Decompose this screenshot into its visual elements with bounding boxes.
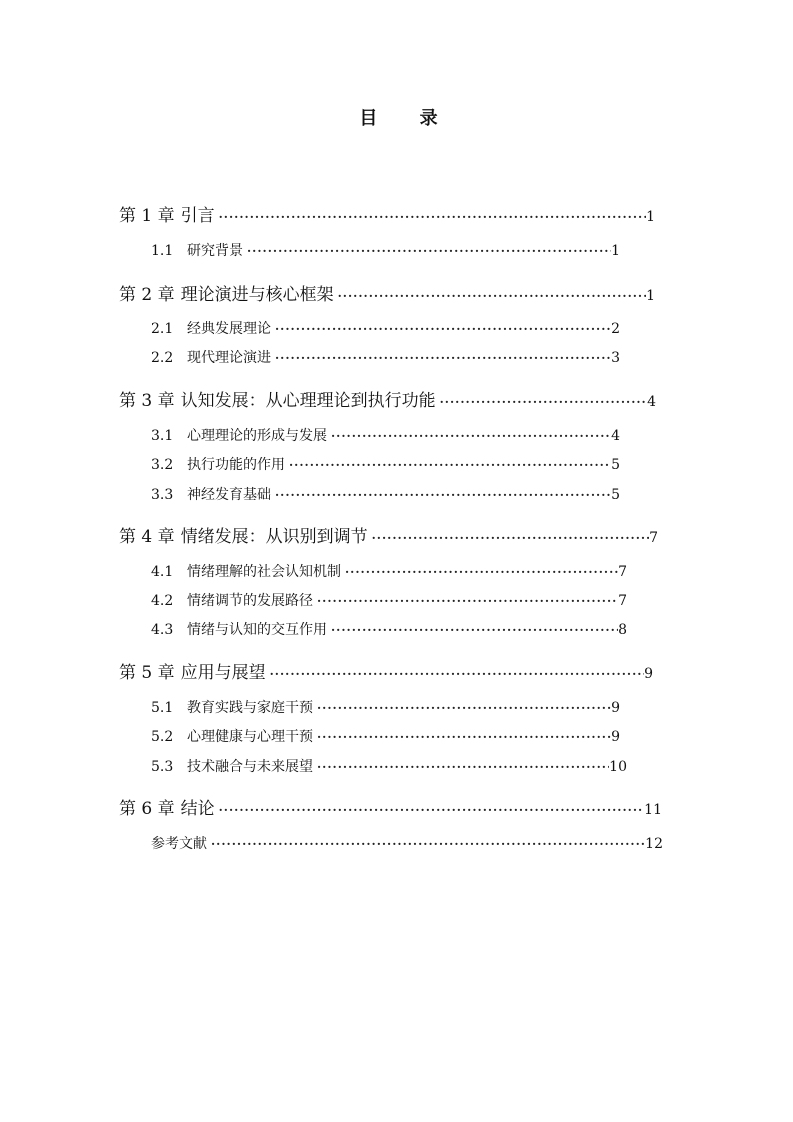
toc-entry-page-number: 1 bbox=[611, 243, 620, 259]
toc-entry-number: 3.3 bbox=[151, 487, 174, 503]
dot-leader bbox=[345, 566, 618, 578]
toc-section-entry[interactable] bbox=[151, 726, 620, 746]
toc-entry-number: 2.2 bbox=[151, 350, 174, 366]
dot-leader bbox=[219, 804, 645, 816]
toc-entry-label: 情绪理解的社会认知机制 bbox=[187, 564, 341, 580]
toc-entry-number: 第 2 章 bbox=[119, 285, 175, 305]
toc-entry-page-number: 7 bbox=[649, 530, 658, 546]
toc-entry-label: 现代理论演进 bbox=[187, 350, 271, 366]
toc-entry-page-number: 7 bbox=[618, 564, 627, 580]
toc-entry-page-number: 2 bbox=[611, 321, 620, 337]
toc-entry-page-number: 7 bbox=[618, 593, 627, 609]
dot-leader bbox=[219, 211, 646, 223]
toc-section-entry[interactable] bbox=[151, 454, 620, 474]
toc-entry-page-number: 1 bbox=[646, 288, 655, 304]
toc-entry-page-number: 9 bbox=[611, 729, 620, 745]
toc-section-entry[interactable] bbox=[151, 619, 627, 639]
toc-title: 目 录 bbox=[359, 108, 456, 129]
toc-entry-number: 5.1 bbox=[151, 700, 174, 716]
toc-entry-number: 第 6 章 bbox=[119, 799, 175, 819]
toc-entry-number: 第 1 章 bbox=[119, 206, 175, 226]
toc-entry-label: 理论演进与核心框架 bbox=[180, 285, 334, 305]
dot-leader bbox=[338, 290, 646, 302]
toc-section-entry[interactable] bbox=[151, 561, 627, 581]
toc-entry-page-number: 4 bbox=[611, 428, 620, 444]
toc-section-entry[interactable] bbox=[151, 318, 620, 338]
dot-leader bbox=[289, 459, 611, 471]
toc-entry-label: 经典发展理论 bbox=[187, 321, 271, 337]
toc-entry-number: 4.2 bbox=[151, 593, 174, 609]
toc-entry-page-number: 9 bbox=[611, 700, 620, 716]
toc-entry-number: 3.1 bbox=[151, 428, 174, 444]
toc-entry-label: 心理理论的形成与发展 bbox=[187, 428, 327, 444]
toc-entry-page-number: 4 bbox=[647, 394, 656, 410]
toc-entry-page-number: 3 bbox=[611, 350, 620, 366]
toc-entry-number: 5.3 bbox=[151, 759, 174, 775]
toc-entry-page-number: 1 bbox=[646, 209, 655, 225]
toc-entry-page-number: 5 bbox=[611, 487, 620, 503]
dot-leader bbox=[317, 702, 611, 714]
toc-entry-label: 情绪与认知的交互作用 bbox=[187, 622, 327, 638]
toc-section-entry[interactable] bbox=[151, 425, 620, 445]
dot-leader bbox=[317, 595, 618, 607]
toc-entry-number: 1.1 bbox=[151, 243, 174, 259]
toc-entry-number: 4.3 bbox=[151, 622, 174, 638]
dot-leader bbox=[275, 323, 611, 335]
toc-entry-number: 第 3 章 bbox=[119, 391, 175, 411]
dot-leader bbox=[372, 532, 649, 544]
toc-entry-label: 教育实践与家庭干预 bbox=[187, 700, 313, 716]
toc-entry-label: 研究背景 bbox=[187, 243, 243, 259]
toc-entry-label: 结论 bbox=[180, 799, 215, 819]
dot-leader bbox=[331, 624, 618, 636]
toc-entry-number: 3.2 bbox=[151, 457, 174, 473]
toc-references-entry[interactable] bbox=[151, 833, 663, 853]
toc-entry-label: 执行功能的作用 bbox=[187, 457, 285, 473]
toc-section-entry[interactable] bbox=[151, 484, 620, 504]
dot-leader bbox=[317, 731, 611, 743]
toc-entry-number: 第 4 章 bbox=[119, 527, 175, 547]
toc-entry-label: 认知发展：从心理理论到执行功能 bbox=[180, 391, 436, 411]
toc-entry-label: 心理健康与心理干预 bbox=[187, 729, 313, 745]
toc-entry-label: 情绪发展：从识别到调节 bbox=[180, 527, 368, 547]
dot-leader bbox=[211, 838, 645, 850]
dot-leader bbox=[440, 396, 647, 408]
toc-entry-label: 情绪调节的发展路径 bbox=[187, 593, 313, 609]
toc-entry-number: 第 5 章 bbox=[119, 663, 175, 683]
toc-chapter-entry[interactable] bbox=[119, 386, 656, 411]
toc-entry-label: 神经发育基础 bbox=[187, 487, 271, 503]
toc-entry-page-number: 5 bbox=[611, 457, 620, 473]
toc-entry-label: 参考文献 bbox=[151, 836, 207, 852]
toc-entry-number: 5.2 bbox=[151, 729, 174, 745]
toc-entry-page-number: 12 bbox=[645, 836, 663, 852]
toc-entry-page-number: 11 bbox=[644, 802, 662, 818]
toc-section-entry[interactable] bbox=[151, 240, 620, 260]
toc-chapter-entry[interactable] bbox=[119, 280, 655, 305]
dot-leader bbox=[331, 430, 611, 442]
dot-leader bbox=[247, 245, 611, 257]
dot-leader bbox=[275, 489, 611, 501]
toc-chapter-entry[interactable] bbox=[119, 201, 655, 226]
dot-leader bbox=[317, 761, 609, 773]
toc-section-entry[interactable] bbox=[151, 697, 620, 717]
toc-entry-label: 技术融合与未来展望 bbox=[187, 759, 313, 775]
toc-entry-page-number: 9 bbox=[644, 666, 653, 682]
toc-section-entry[interactable] bbox=[151, 347, 620, 367]
dot-leader bbox=[275, 352, 611, 364]
toc-entry-page-number: 8 bbox=[618, 622, 627, 638]
toc-entry-number: 2.1 bbox=[151, 321, 174, 337]
toc-chapter-entry[interactable] bbox=[119, 522, 658, 547]
toc-chapter-entry[interactable] bbox=[119, 658, 653, 683]
toc-entry-label: 引言 bbox=[180, 206, 215, 226]
toc-section-entry[interactable] bbox=[151, 590, 627, 610]
toc-section-entry[interactable] bbox=[151, 756, 627, 776]
toc-chapter-entry[interactable] bbox=[119, 794, 662, 819]
toc-entry-page-number: 10 bbox=[609, 759, 627, 775]
toc-entry-number: 4.1 bbox=[151, 564, 174, 580]
toc-entry-label: 应用与展望 bbox=[180, 663, 266, 683]
dot-leader bbox=[270, 668, 644, 680]
